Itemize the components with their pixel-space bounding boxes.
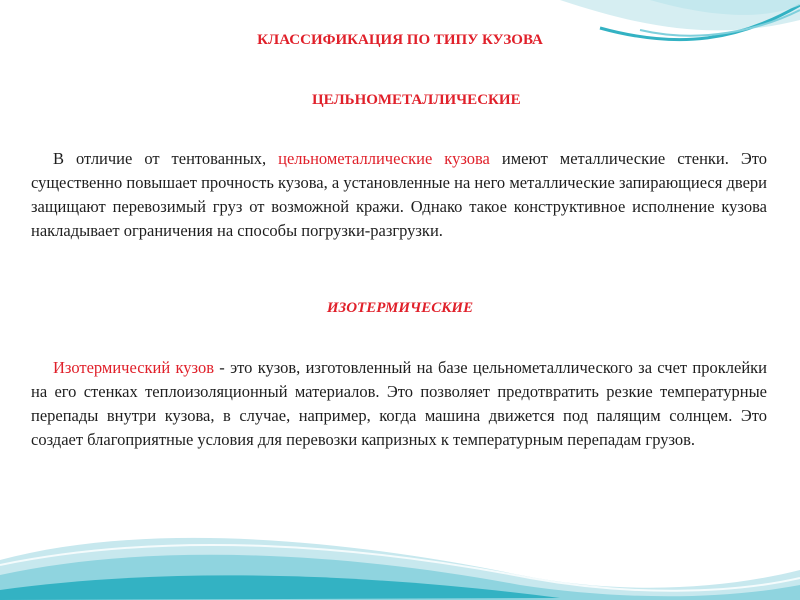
page-title: КЛАССИФИКАЦИЯ ПО ТИПУ КУЗОВА (257, 32, 543, 48)
top-wave-fill (650, 0, 800, 15)
paragraph-text: - это кузов, изготовленный на базе цельнометаллического за счет проклейки на его стенках теплоизоляционный материалов. Это позволяет предотвратить резкие температурные перепады внутри кузова, в случае, например, когда машина движется под палящим солнцем. Это создает благоприятные условия для перевозки капризных к температурным перепадам грузов. (31, 358, 767, 449)
top-wave-light (560, 0, 800, 30)
bottom-wave-line (0, 545, 800, 591)
paragraph-isothermal (31, 356, 767, 452)
bottom-wave-teal (0, 575, 560, 600)
highlight-term: цельнометаллические кузова (278, 149, 490, 168)
paragraph-all-metal (31, 147, 767, 243)
section-title-isothermal: ИЗОТЕРМИЧЕСКИЕ (326, 300, 474, 316)
highlight-term: Изотермический кузов (53, 358, 214, 377)
paragraph-text: имеют металлические стенки. Это существенно повышает прочность кузова, а установленные на него металлические запирающиеся двери защищают перевозимый груз от возможной кражи. Однако такое конструктивное исполнение кузова накладывает ограничения на способы погрузки-разгрузки. (31, 149, 767, 240)
paragraph-text: В отличие от тентованных, (53, 149, 279, 168)
bottom-wave-mid (0, 555, 800, 600)
bottom-wave-fill (0, 538, 800, 600)
section-title-all-metal: ЦЕЛЬНОМЕТАЛЛИЧЕСКИЕ (312, 92, 521, 108)
